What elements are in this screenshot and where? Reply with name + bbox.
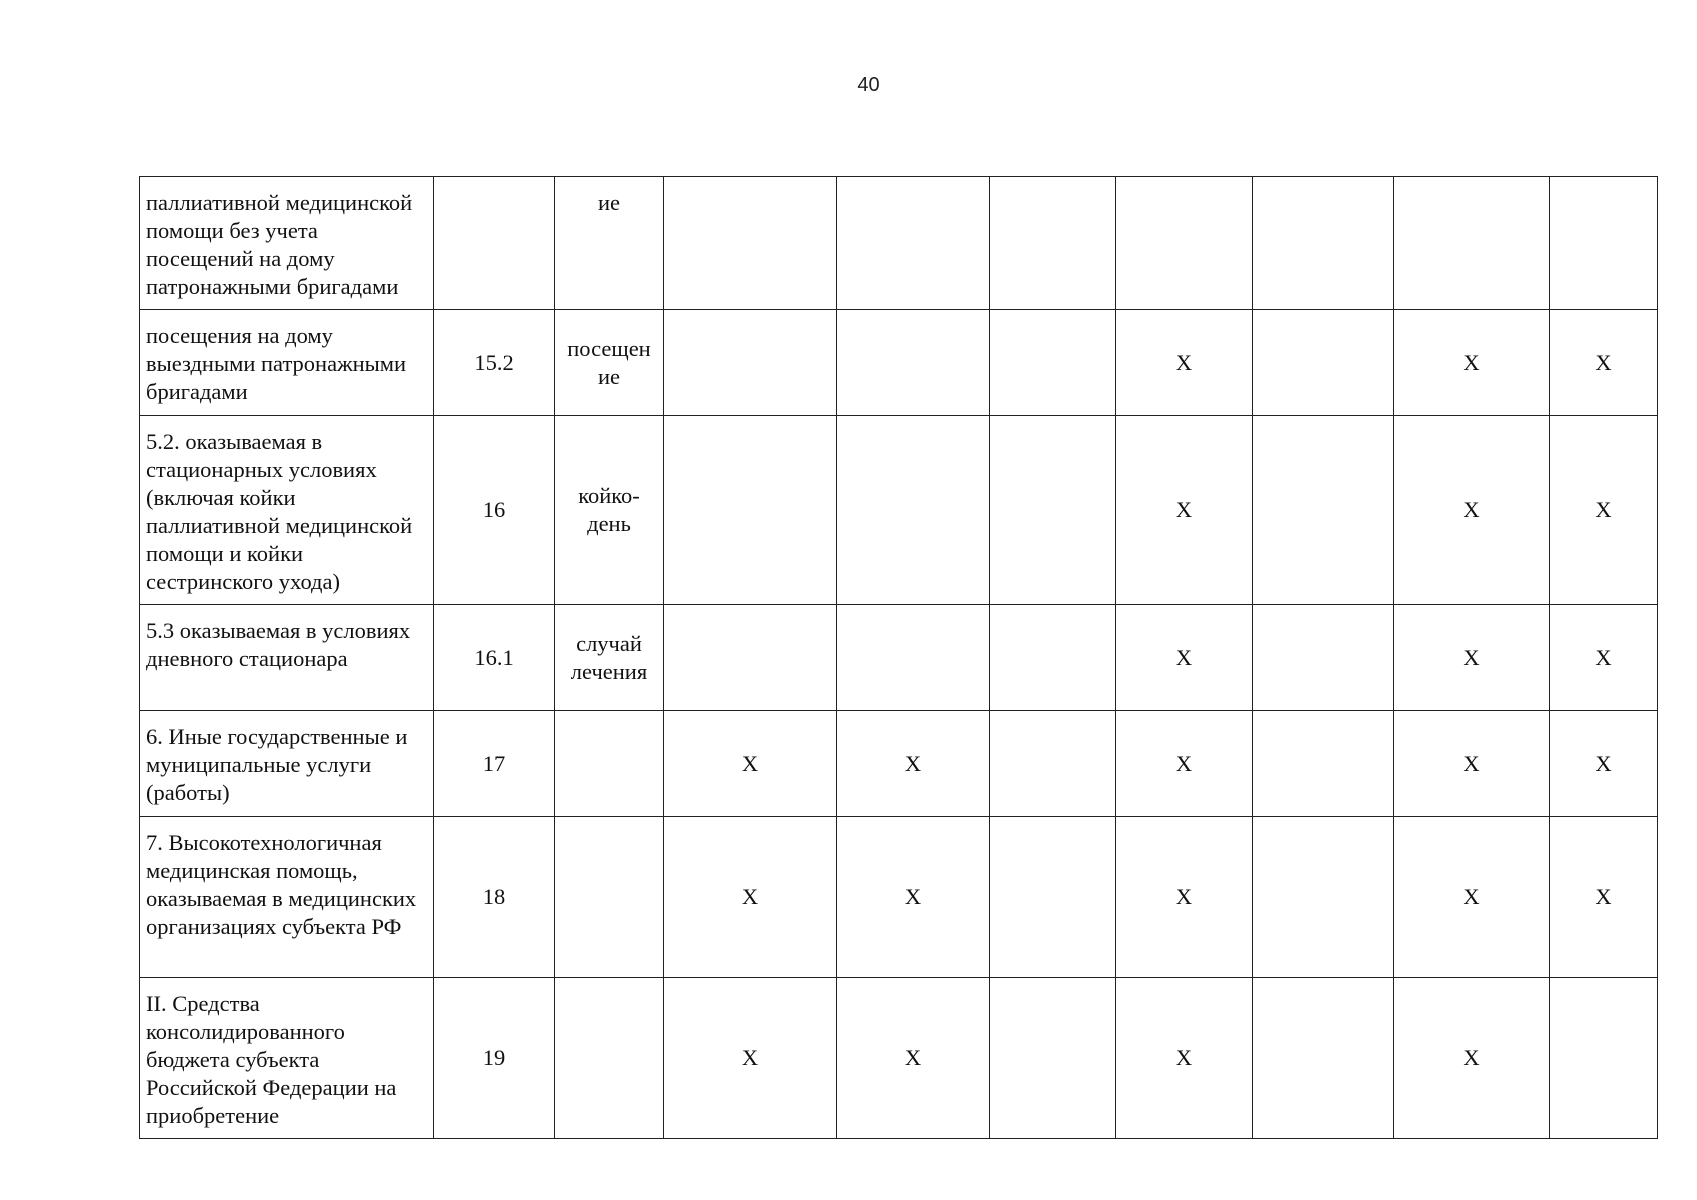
line-number: 19 — [434, 978, 555, 1139]
unit-cell — [555, 310, 664, 416]
table-row — [140, 177, 1658, 310]
unit-cell — [555, 605, 664, 711]
value-cell: X — [1550, 416, 1658, 605]
row-name: 7. Высокотехнологичная медицинская помощь, оказываемая в медицинских организациях субъекта РФ — [140, 817, 434, 978]
value-cell — [837, 416, 990, 605]
value-cell — [1394, 177, 1550, 310]
value-cell: X — [1394, 978, 1550, 1139]
value-cell — [1253, 177, 1394, 310]
value-cell — [664, 605, 837, 711]
value-cell — [1253, 978, 1394, 1139]
table-row — [140, 817, 1658, 978]
value-cell — [1550, 978, 1658, 1139]
unit-cell: ие — [555, 177, 664, 310]
value-cell: X — [837, 978, 990, 1139]
value-cell — [990, 817, 1116, 978]
row-name: 5.3 оказываемая в условиях дневного стационара — [140, 605, 434, 711]
value-cell — [1550, 177, 1658, 310]
value-cell — [1253, 310, 1394, 416]
value-cell: X — [664, 978, 837, 1139]
value-cell: X — [664, 711, 837, 817]
value-cell: X — [1116, 711, 1253, 817]
line-number: 16 — [434, 416, 555, 605]
unit-cell — [555, 817, 664, 978]
value-cell — [664, 416, 837, 605]
row-name: 5.2. оказываемая в стационарных условиях (включая койки паллиативной медицинской помощи и койки сестринского ухода) — [140, 416, 434, 605]
line-number — [434, 177, 555, 310]
value-cell: X — [1116, 978, 1253, 1139]
financing-table — [139, 176, 1658, 1139]
line-number: 17 — [434, 711, 555, 817]
table-row — [140, 416, 1658, 605]
value-cell: X — [1116, 416, 1253, 605]
value-cell — [837, 177, 990, 310]
unit-cell — [555, 711, 664, 817]
row-name: 6. Иные государственные и муниципальные услуги (работы) — [140, 711, 434, 817]
unit-label: случай лечения — [570, 630, 648, 684]
value-cell — [1253, 711, 1394, 817]
row-name: II. Средства консолидированного бюджета субъекта Российской Федерации на приобретение — [140, 978, 434, 1139]
row-name: посещения на дому выездными патронажными бригадами — [140, 310, 434, 416]
value-cell — [1253, 817, 1394, 978]
table-row — [140, 605, 1658, 711]
value-cell: X — [837, 817, 990, 978]
line-number: 18 — [434, 817, 555, 978]
value-cell — [990, 310, 1116, 416]
value-cell: X — [1394, 605, 1550, 711]
value-cell: X — [1116, 817, 1253, 978]
value-cell — [1253, 416, 1394, 605]
value-cell — [664, 310, 837, 416]
value-cell — [990, 711, 1116, 817]
value-cell: X — [1550, 605, 1658, 711]
value-cell: X — [1550, 711, 1658, 817]
line-number: 15.2 — [434, 310, 555, 416]
value-cell: X — [1550, 310, 1658, 416]
value-cell: X — [664, 817, 837, 978]
value-cell: X — [837, 711, 990, 817]
value-cell: X — [1550, 817, 1658, 978]
value-cell — [1116, 177, 1253, 310]
value-cell: X — [1394, 416, 1550, 605]
value-cell: X — [1394, 817, 1550, 978]
value-cell — [990, 605, 1116, 711]
table-row — [140, 711, 1658, 817]
unit-cell — [555, 416, 664, 605]
value-cell: X — [1116, 605, 1253, 711]
value-cell — [837, 605, 990, 711]
value-cell — [990, 416, 1116, 605]
value-cell — [664, 177, 837, 310]
unit-label: койко-день — [578, 483, 640, 536]
row-name: паллиативной медицинской помощи без учета посещений на дому патронажными бригадами — [140, 177, 434, 310]
table-row — [140, 978, 1658, 1139]
unit-label: посещен ие — [567, 335, 651, 389]
value-cell — [990, 978, 1116, 1139]
unit-cell — [555, 978, 664, 1139]
value-cell — [837, 310, 990, 416]
value-cell — [990, 177, 1116, 310]
line-number: 16.1 — [434, 605, 555, 711]
value-cell: X — [1394, 711, 1550, 817]
value-cell: X — [1116, 310, 1253, 416]
value-cell: X — [1394, 310, 1550, 416]
value-cell — [1253, 605, 1394, 711]
page-number: 40 — [857, 74, 880, 96]
table-row — [140, 310, 1658, 416]
